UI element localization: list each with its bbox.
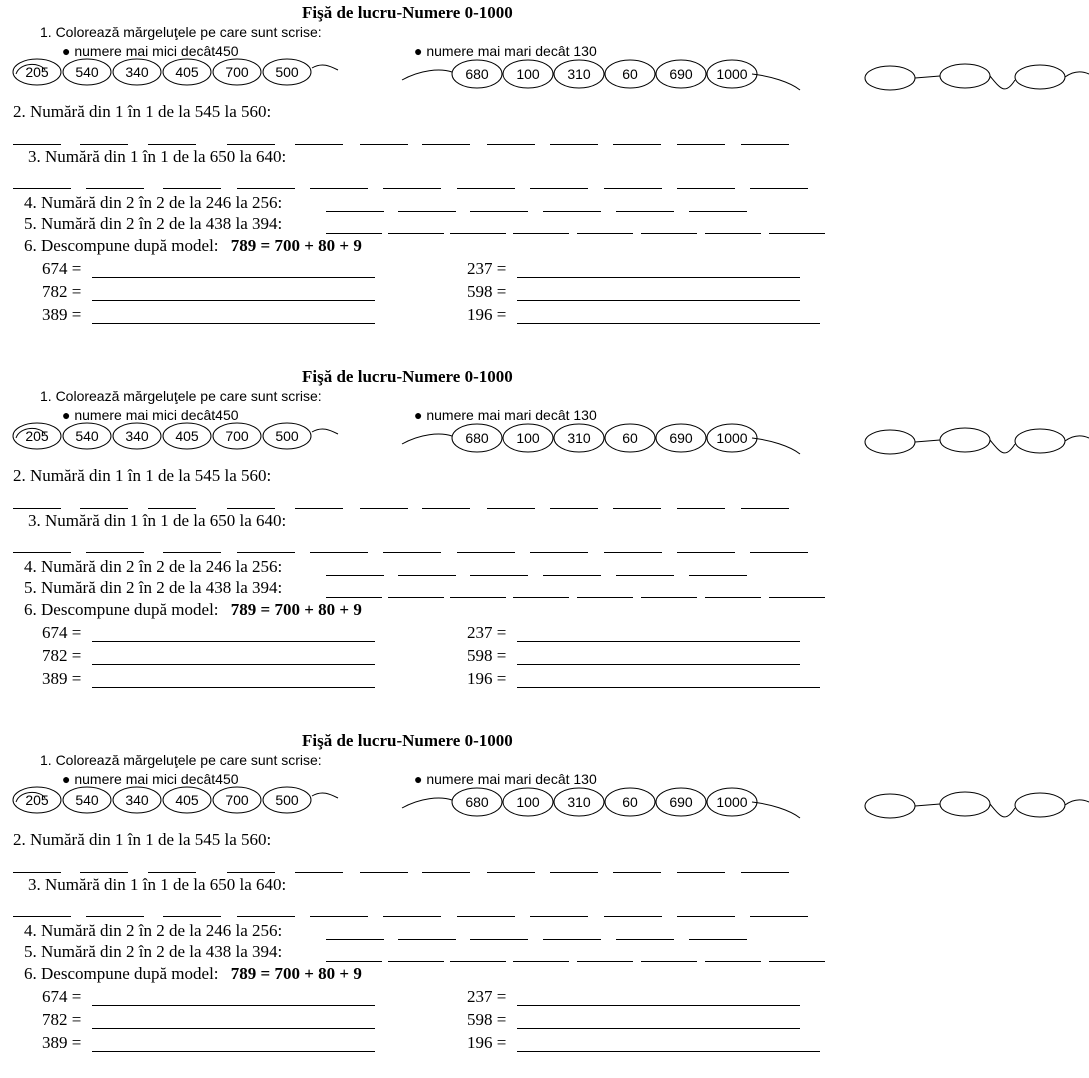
answer-blank[interactable] (530, 188, 588, 189)
answer-blank[interactable] (148, 144, 196, 145)
answer-blank[interactable] (616, 211, 674, 212)
answer-line[interactable] (517, 687, 820, 688)
decompose-left-3: 389 = (42, 669, 82, 688)
answer-blank[interactable] (398, 211, 456, 212)
bead-number: 340 (125, 428, 149, 444)
exercise-1-label: 1. Colorează mărgeluţele pe care sunt scrise: (40, 24, 322, 40)
answer-blank[interactable] (13, 916, 71, 917)
bead-strings (0, 728, 1089, 838)
answer-blank[interactable] (326, 575, 384, 576)
answer-blank[interactable] (530, 916, 588, 917)
bead-number: 310 (567, 794, 591, 810)
answer-blank[interactable] (613, 872, 661, 873)
bead-number: 100 (516, 66, 540, 82)
answer-blank[interactable] (550, 872, 598, 873)
answer-blank[interactable] (677, 552, 735, 553)
empty-bead[interactable] (1015, 65, 1065, 89)
answer-blank[interactable] (577, 597, 633, 598)
decompose-left-2: 782 = (42, 282, 82, 301)
bullet-less-than: ● numere mai mici decât450 (62, 43, 239, 59)
answer-blank[interactable] (750, 552, 808, 553)
answer-blank[interactable] (86, 188, 144, 189)
answer-blank[interactable] (13, 144, 61, 145)
answer-blank[interactable] (295, 872, 343, 873)
answer-blank[interactable] (13, 872, 61, 873)
answer-blank[interactable] (677, 916, 735, 917)
exercise-6-text: 6. Descompune după model: (24, 964, 219, 983)
answer-blank[interactable] (310, 916, 368, 917)
answer-blank[interactable] (422, 872, 470, 873)
worksheet (0, 364, 1089, 714)
empty-bead[interactable] (1015, 429, 1065, 453)
answer-blank[interactable] (457, 916, 515, 917)
answer-blank[interactable] (543, 939, 601, 940)
answer-blank[interactable] (310, 188, 368, 189)
bead-number: 1000 (716, 66, 748, 82)
bullet-less-than: ● numere mai mici decât450 (62, 771, 239, 787)
answer-blank[interactable] (613, 508, 661, 509)
exercise-6-model: 789 = 700 + 80 + 9 (230, 964, 362, 983)
answer-blank[interactable] (360, 872, 408, 873)
exercise-1-label: 1. Colorează mărgeluţele pe care sunt scrise: (40, 752, 322, 768)
answer-blank[interactable] (487, 872, 535, 873)
decompose-right-3: 196 = (467, 1033, 507, 1052)
answer-blank[interactable] (530, 552, 588, 553)
exercise-2-label: 2. Numără din 1 în 1 de la 545 la 560: (13, 102, 272, 121)
answer-blank[interactable] (677, 144, 725, 145)
empty-bead[interactable] (940, 428, 990, 452)
exercise-1-label: 1. Colorează mărgeluţele pe care sunt scrise: (40, 388, 322, 404)
answer-blank[interactable] (616, 575, 674, 576)
answer-blank[interactable] (148, 508, 196, 509)
exercise-6-label (24, 964, 362, 984)
answer-blank[interactable] (741, 872, 789, 873)
answer-blank[interactable] (689, 575, 747, 576)
bead-number: 680 (465, 794, 489, 810)
bead-number: 1000 (716, 430, 748, 446)
exercise-6-label (24, 600, 362, 620)
bead-number: 700 (225, 428, 249, 444)
answer-blank[interactable] (326, 939, 384, 940)
exercise-5-label: 5. Numără din 2 în 2 de la 438 la 394: (24, 578, 283, 597)
answer-blank[interactable] (677, 872, 725, 873)
decompose-left-1: 674 = (42, 623, 82, 642)
answer-blank[interactable] (604, 188, 662, 189)
answer-line[interactable] (517, 1028, 800, 1029)
answer-blank[interactable] (550, 508, 598, 509)
answer-blank[interactable] (577, 233, 633, 234)
answer-blank[interactable] (457, 552, 515, 553)
exercise-3-label: 3. Numără din 1 în 1 de la 650 la 640: (28, 147, 287, 166)
bead-number: 500 (275, 428, 299, 444)
answer-blank[interactable] (470, 939, 528, 940)
answer-blank[interactable] (80, 508, 128, 509)
bead-number: 340 (125, 64, 149, 80)
answer-blank[interactable] (422, 144, 470, 145)
answer-line[interactable] (517, 1005, 800, 1006)
empty-bead[interactable] (865, 66, 915, 90)
answer-blank[interactable] (13, 508, 61, 509)
answer-blank[interactable] (388, 233, 444, 234)
answer-blank[interactable] (227, 144, 275, 145)
answer-blank[interactable] (750, 916, 808, 917)
answer-line[interactable] (92, 687, 375, 688)
answer-blank[interactable] (310, 552, 368, 553)
answer-blank[interactable] (326, 211, 384, 212)
answer-blank[interactable] (769, 233, 825, 234)
answer-blank[interactable] (80, 144, 128, 145)
answer-blank[interactable] (227, 872, 275, 873)
answer-blank[interactable] (470, 211, 528, 212)
answer-blank[interactable] (769, 597, 825, 598)
answer-blank[interactable] (705, 233, 761, 234)
answer-blank[interactable] (13, 188, 71, 189)
answer-blank[interactable] (750, 188, 808, 189)
bead-strings (0, 364, 1089, 474)
bead-number: 690 (669, 430, 693, 446)
answer-blank[interactable] (604, 916, 662, 917)
answer-line[interactable] (92, 1005, 375, 1006)
answer-blank[interactable] (383, 188, 441, 189)
answer-blank[interactable] (513, 233, 569, 234)
answer-blank[interactable] (705, 961, 761, 962)
answer-blank[interactable] (613, 144, 661, 145)
bead-number: 690 (669, 66, 693, 82)
answer-blank[interactable] (388, 597, 444, 598)
worksheet-title: Fişă de lucru-Numere 0-1000 (302, 3, 513, 22)
worksheet (0, 728, 1089, 1078)
decompose-right-3: 196 = (467, 305, 507, 324)
decompose-right-2: 598 = (467, 282, 507, 301)
bead-number: 405 (175, 64, 199, 80)
answer-blank[interactable] (86, 916, 144, 917)
answer-blank[interactable] (383, 552, 441, 553)
answer-blank[interactable] (360, 508, 408, 509)
empty-bead[interactable] (1015, 793, 1065, 817)
answer-line[interactable] (517, 300, 800, 301)
bead-number: 500 (275, 792, 299, 808)
answer-line[interactable] (517, 664, 800, 665)
answer-blank[interactable] (550, 144, 598, 145)
decompose-right-2: 598 = (467, 646, 507, 665)
bullet-greater-than: ● numere mai mari decât 130 (414, 407, 597, 423)
decompose-left-3: 389 = (42, 305, 82, 324)
exercise-2-label: 2. Numără din 1 în 1 de la 545 la 560: (13, 466, 272, 485)
decompose-left-2: 782 = (42, 1010, 82, 1029)
exercise-4-label: 4. Numără din 2 în 2 de la 246 la 256: (24, 557, 283, 576)
answer-blank[interactable] (604, 552, 662, 553)
answer-blank[interactable] (383, 916, 441, 917)
exercise-5-label: 5. Numără din 2 în 2 de la 438 la 394: (24, 214, 283, 233)
answer-blank[interactable] (677, 188, 735, 189)
worksheet-title: Fişă de lucru-Numere 0-1000 (302, 367, 513, 386)
answer-blank[interactable] (326, 961, 382, 962)
decompose-right-2: 598 = (467, 1010, 507, 1029)
exercise-3-label: 3. Numără din 1 în 1 de la 650 la 640: (28, 875, 287, 894)
bead-number: 680 (465, 430, 489, 446)
bead-number: 310 (567, 66, 591, 82)
answer-blank[interactable] (86, 552, 144, 553)
answer-blank[interactable] (360, 144, 408, 145)
answer-blank[interactable] (543, 575, 601, 576)
exercise-6-model: 789 = 700 + 80 + 9 (230, 236, 362, 255)
bead-number: 405 (175, 428, 199, 444)
answer-blank[interactable] (295, 508, 343, 509)
answer-line[interactable] (92, 277, 375, 278)
answer-blank[interactable] (163, 916, 221, 917)
answer-line[interactable] (92, 323, 375, 324)
answer-blank[interactable] (295, 144, 343, 145)
bead-number: 60 (622, 66, 638, 82)
exercise-6-model: 789 = 700 + 80 + 9 (230, 600, 362, 619)
bead-number: 700 (225, 64, 249, 80)
answer-line[interactable] (92, 1051, 375, 1052)
answer-blank[interactable] (487, 508, 535, 509)
exercise-6-text: 6. Descompune după model: (24, 600, 219, 619)
decompose-right-3: 196 = (467, 669, 507, 688)
decompose-right-1: 237 = (467, 259, 507, 278)
empty-bead[interactable] (940, 64, 990, 88)
answer-blank[interactable] (237, 552, 295, 553)
answer-blank[interactable] (705, 597, 761, 598)
exercise-6-text: 6. Descompune după model: (24, 236, 219, 255)
answer-blank[interactable] (148, 872, 196, 873)
bullet-greater-than: ● numere mai mari decât 130 (414, 771, 597, 787)
answer-blank[interactable] (457, 188, 515, 189)
answer-blank[interactable] (80, 872, 128, 873)
bullet-less-than: ● numere mai mici decât450 (62, 407, 239, 423)
answer-line[interactable] (517, 641, 800, 642)
answer-blank[interactable] (326, 233, 382, 234)
bead-number: 540 (75, 792, 99, 808)
empty-bead[interactable] (865, 794, 915, 818)
decompose-right-1: 237 = (467, 987, 507, 1006)
bead-number: 700 (225, 792, 249, 808)
answer-blank[interactable] (616, 939, 674, 940)
answer-blank[interactable] (513, 597, 569, 598)
empty-bead[interactable] (865, 430, 915, 454)
answer-line[interactable] (517, 1051, 820, 1052)
answer-blank[interactable] (227, 508, 275, 509)
answer-blank[interactable] (237, 188, 295, 189)
decompose-left-1: 674 = (42, 259, 82, 278)
bead-number: 690 (669, 794, 693, 810)
answer-line[interactable] (92, 641, 375, 642)
exercise-2-label: 2. Numără din 1 în 1 de la 545 la 560: (13, 830, 272, 849)
answer-blank[interactable] (641, 233, 697, 234)
exercise-5-label: 5. Numără din 2 în 2 de la 438 la 394: (24, 942, 283, 961)
bead-number: 205 (25, 428, 49, 444)
exercise-3-label: 3. Numără din 1 în 1 de la 650 la 640: (28, 511, 287, 530)
bead-number: 310 (567, 430, 591, 446)
exercise-4-label: 4. Numără din 2 în 2 de la 246 la 256: (24, 921, 283, 940)
answer-blank[interactable] (689, 211, 747, 212)
bead-number: 405 (175, 792, 199, 808)
decompose-left-2: 782 = (42, 646, 82, 665)
bead-number: 100 (516, 794, 540, 810)
answer-line[interactable] (92, 1028, 375, 1029)
bead-number: 60 (622, 430, 638, 446)
bead-number: 1000 (716, 794, 748, 810)
answer-blank[interactable] (163, 188, 221, 189)
answer-blank[interactable] (398, 575, 456, 576)
answer-blank[interactable] (450, 233, 506, 234)
answer-blank[interactable] (769, 961, 825, 962)
answer-blank[interactable] (398, 939, 456, 940)
bead-number: 205 (25, 64, 49, 80)
empty-bead[interactable] (940, 792, 990, 816)
answer-blank[interactable] (237, 916, 295, 917)
bead-number: 540 (75, 64, 99, 80)
answer-blank[interactable] (543, 211, 601, 212)
worksheet-title: Fişă de lucru-Numere 0-1000 (302, 731, 513, 750)
bead-number: 680 (465, 66, 489, 82)
answer-blank[interactable] (513, 961, 569, 962)
answer-blank[interactable] (577, 961, 633, 962)
answer-blank[interactable] (641, 961, 697, 962)
answer-blank[interactable] (677, 508, 725, 509)
answer-blank[interactable] (470, 575, 528, 576)
bead-strings (0, 0, 1089, 110)
answer-blank[interactable] (450, 597, 506, 598)
answer-blank[interactable] (641, 597, 697, 598)
answer-blank[interactable] (450, 961, 506, 962)
answer-blank[interactable] (388, 961, 444, 962)
bullet-greater-than: ● numere mai mari decât 130 (414, 43, 597, 59)
exercise-6-label (24, 236, 362, 256)
answer-blank[interactable] (487, 144, 535, 145)
exercise-4-label: 4. Numără din 2 în 2 de la 246 la 256: (24, 193, 283, 212)
bead-number: 500 (275, 64, 299, 80)
decompose-left-3: 389 = (42, 1033, 82, 1052)
bead-number: 540 (75, 428, 99, 444)
worksheet (0, 0, 1089, 350)
answer-line[interactable] (92, 300, 375, 301)
decompose-left-1: 674 = (42, 987, 82, 1006)
answer-blank[interactable] (689, 939, 747, 940)
answer-blank[interactable] (741, 508, 789, 509)
bead-number: 205 (25, 792, 49, 808)
answer-blank[interactable] (13, 552, 71, 553)
bead-number: 340 (125, 792, 149, 808)
answer-line[interactable] (92, 664, 375, 665)
answer-blank[interactable] (326, 597, 382, 598)
answer-blank[interactable] (741, 144, 789, 145)
decompose-right-1: 237 = (467, 623, 507, 642)
answer-blank[interactable] (163, 552, 221, 553)
bead-number: 60 (622, 794, 638, 810)
answer-line[interactable] (517, 323, 820, 324)
answer-blank[interactable] (422, 508, 470, 509)
answer-line[interactable] (517, 277, 800, 278)
bead-number: 100 (516, 430, 540, 446)
